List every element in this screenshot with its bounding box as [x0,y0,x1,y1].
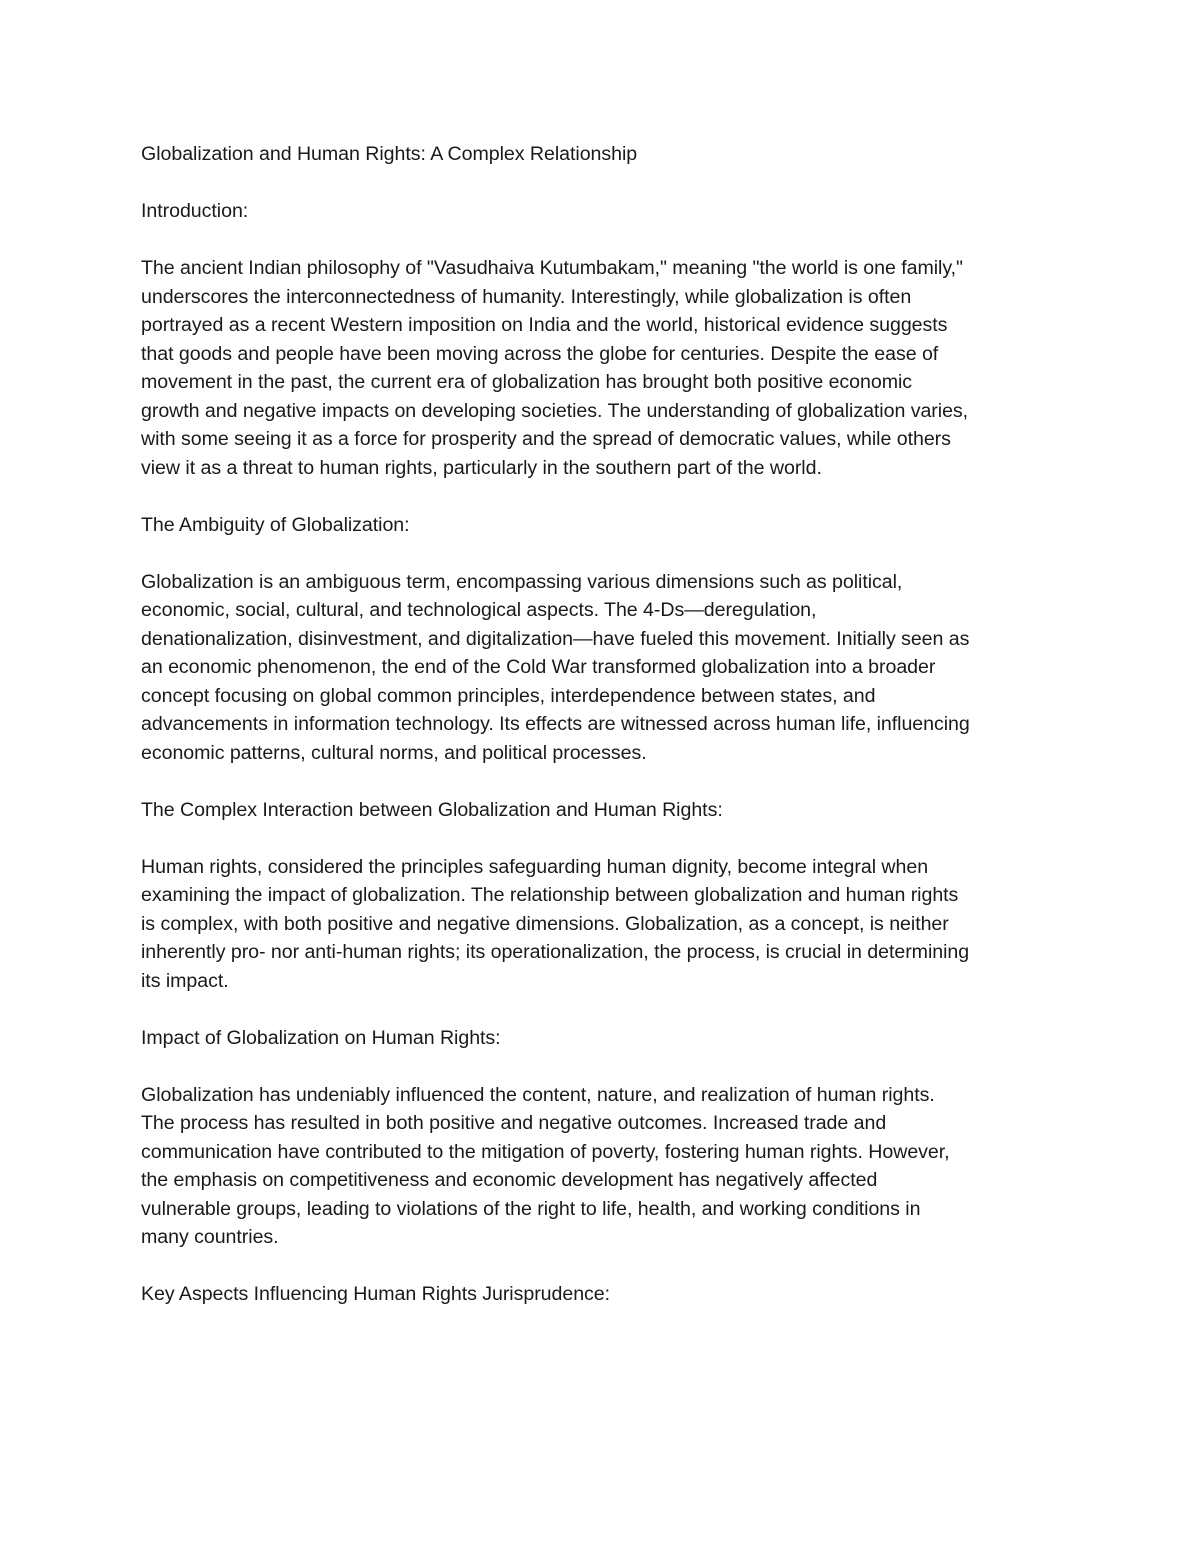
text-line: Globalization is an ambiguous term, encompassing various dimensions such as political, [141,570,903,593]
text-line: movement in the past, the current era of globalization has brought both positive economic [141,371,913,393]
text-line: with some seeing it as a force for prosperity and the spread of democratic values, while others [141,428,951,450]
text-line: inherently pro- nor anti-human rights; its operationalization, the process, is crucial in determining [141,941,970,963]
text-line: the emphasis on competitiveness and economic development has negatively affected [141,1169,878,1191]
text-line: that goods and people have been moving across the globe for centuries. Despite the ease of [141,342,939,365]
text-line: economic patterns, cultural norms, and political processes. [141,741,647,764]
text-line: advancements in information technology. Its effects are witnessed across human life, influencing [141,713,970,735]
text-line: its impact. [141,969,229,992]
text-line: vulnerable groups, leading to violations of the right to life, health, and working conditions in [141,1197,921,1220]
text-line: denationalization, disinvestment, and digitalization—have fueled this movement. Initially seen as [141,627,970,650]
text-line: concept focusing on global common principles, interdependence between states, and [141,684,876,707]
section-heading-ambiguity: The Ambiguity of Globalization: [141,513,410,536]
paragraph-impact [141,1081,1066,1252]
section-heading-complex-interaction: The Complex Interaction between Globalization and Human Rights: [141,798,723,821]
paragraph-introduction [141,254,1066,482]
paragraph-ambiguity [141,568,1066,768]
text-line: portrayed as a recent Western imposition on India and the world, historical evidence suggests [141,314,948,336]
text-line: Globalization has undeniably influenced the content, nature, and realization of human rights. [141,1083,935,1106]
text-line: economic, social, cultural, and technological aspects. The 4-Ds—deregulation, [141,599,817,621]
text-line: growth and negative impacts on developing societies. The understanding of globalization varies, [141,399,969,422]
section-heading-impact: Impact of Globalization on Human Rights: [141,1026,501,1049]
text-line: The process has resulted in both positive and negative outcomes. Increased trade and [141,1112,887,1134]
section-heading-key-aspects: Key Aspects Influencing Human Rights Jurisprudence: [141,1283,611,1305]
text-line: The ancient Indian philosophy of "Vasudhaiva Kutumbakam," meaning "the world is one family," [141,257,963,279]
section-heading-introduction: Introduction: [141,200,249,222]
text-line: Human rights, considered the principles safeguarding human dignity, become integral when [141,855,929,878]
paragraph-complex-interaction [141,853,1066,996]
document-body [141,140,1066,1337]
text-line: is complex, with both positive and negative dimensions. Globalization, as a concept, is neither [141,912,949,935]
text-line: examining the impact of globalization. The relationship between globalization and human rights [141,884,959,906]
text-line: underscores the interconnectedness of humanity. Interestingly, while globalization is often [141,285,912,308]
text-line: communication have contributed to the mitigation of poverty, fostering human rights. However, [141,1140,950,1163]
text-line: an economic phenomenon, the end of the Cold War transformed globalization into a broader [141,656,936,678]
document-title: Globalization and Human Rights: A Complex Relationship [141,143,638,165]
text-line: view it as a threat to human rights, particularly in the southern part of the world. [141,456,822,479]
text-line: many countries. [141,1226,279,1248]
